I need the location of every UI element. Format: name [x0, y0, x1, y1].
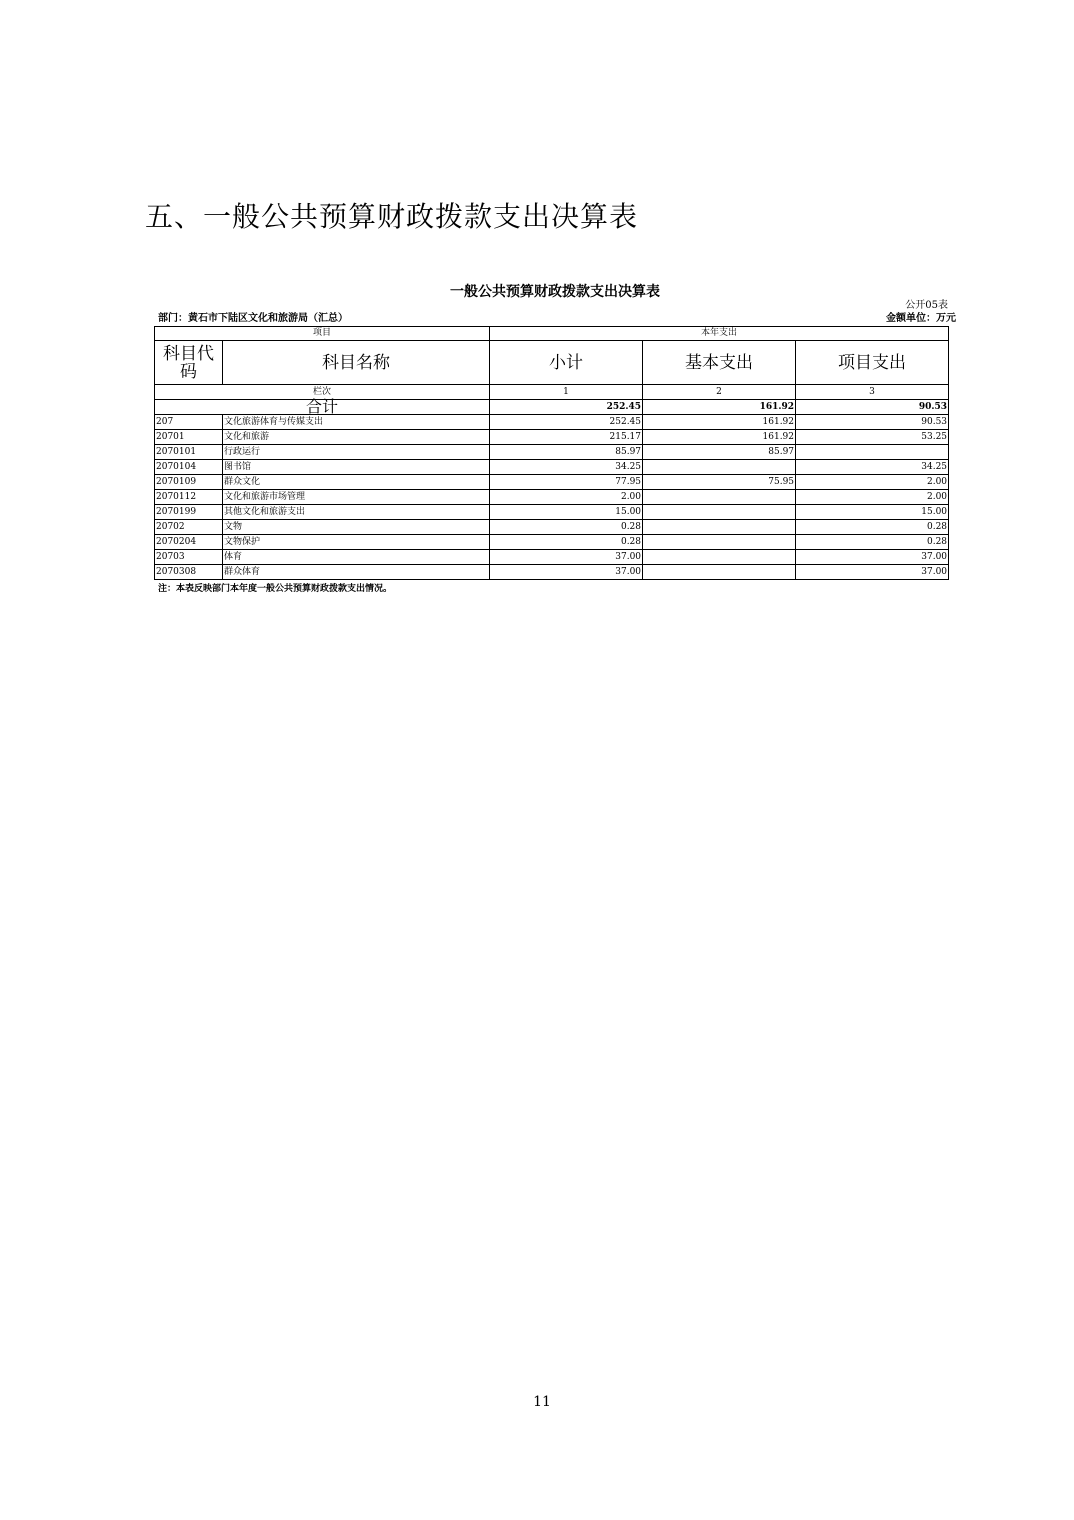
- table-row: [155, 550, 949, 565]
- row-subtotal: 34.25: [490, 460, 643, 475]
- row-basic: 161.92: [643, 415, 796, 430]
- header-project-expense: 项目支出: [796, 341, 949, 385]
- expense-table: [154, 326, 949, 580]
- row-project: 37.00: [796, 565, 949, 580]
- header-subtotal: 小计: [490, 341, 643, 385]
- row-subtotal: 77.95: [490, 475, 643, 490]
- table-row: [155, 520, 949, 535]
- row-project: 34.25: [796, 460, 949, 475]
- row-name: 文物: [223, 520, 490, 535]
- row-code: 207: [155, 415, 223, 430]
- row-basic: [643, 565, 796, 580]
- row-project: 2.00: [796, 490, 949, 505]
- row-basic: [643, 520, 796, 535]
- header-row-2: [155, 341, 949, 385]
- row-code: 20703: [155, 550, 223, 565]
- section-heading: 五、一般公共预算财政拨款支出决算表: [145, 200, 639, 233]
- row-project: 2.00: [796, 475, 949, 490]
- row-project: 53.25: [796, 430, 949, 445]
- row-name: 文化旅游体育与传媒支出: [223, 415, 490, 430]
- header-column-index: 栏次: [155, 385, 490, 400]
- total-label: 合计: [155, 400, 490, 415]
- row-code: 20701: [155, 430, 223, 445]
- row-project: 0.28: [796, 520, 949, 535]
- row-name: 体育: [223, 550, 490, 565]
- row-subtotal: 215.17: [490, 430, 643, 445]
- page-number: 11: [533, 1394, 551, 1410]
- row-name: 行政运行: [223, 445, 490, 460]
- department-label: 部门：黄石市下陆区文化和旅游局（汇总）: [158, 313, 348, 324]
- table-row: [155, 490, 949, 505]
- row-name: 群众文化: [223, 475, 490, 490]
- row-basic: [643, 505, 796, 520]
- row-basic: [643, 535, 796, 550]
- header-code: 科目代码: [155, 341, 223, 385]
- header-col1: 1: [490, 385, 643, 400]
- row-subtotal: 0.28: [490, 520, 643, 535]
- row-project: 90.53: [796, 415, 949, 430]
- header-basic: 基本支出: [643, 341, 796, 385]
- header-col2: 2: [643, 385, 796, 400]
- row-project: 0.28: [796, 535, 949, 550]
- table-row: [155, 460, 949, 475]
- table-row: [155, 430, 949, 445]
- table-row: [155, 505, 949, 520]
- table-row: [155, 535, 949, 550]
- row-name: 其他文化和旅游支出: [223, 505, 490, 520]
- unit-label: 金额单位：万元: [886, 313, 956, 324]
- row-code: 2070109: [155, 475, 223, 490]
- row-code: 2070199: [155, 505, 223, 520]
- row-basic: 75.95: [643, 475, 796, 490]
- row-project: 37.00: [796, 550, 949, 565]
- row-project: [796, 445, 949, 460]
- row-code: 2070308: [155, 565, 223, 580]
- row-basic: [643, 490, 796, 505]
- table-note: 注：本表反映部门本年度一般公共预算财政拨款支出情况。: [158, 584, 393, 594]
- table-row: [155, 475, 949, 490]
- row-code: 20702: [155, 520, 223, 535]
- row-project: 15.00: [796, 505, 949, 520]
- row-code: 2070112: [155, 490, 223, 505]
- header-project: 项目: [155, 327, 490, 341]
- table-row: [155, 415, 949, 430]
- row-subtotal: 15.00: [490, 505, 643, 520]
- header-name: 科目名称: [223, 341, 490, 385]
- row-name: 图书馆: [223, 460, 490, 475]
- row-subtotal: 0.28: [490, 535, 643, 550]
- total-project: 90.53: [796, 400, 949, 415]
- row-basic: [643, 460, 796, 475]
- row-name: 文化和旅游市场管理: [223, 490, 490, 505]
- row-code: 2070101: [155, 445, 223, 460]
- table-title: 一般公共预算财政拨款支出决算表: [450, 284, 660, 300]
- table-row: [155, 445, 949, 460]
- row-basic: 85.97: [643, 445, 796, 460]
- row-subtotal: 252.45: [490, 415, 643, 430]
- header-row-3: [155, 385, 949, 400]
- row-name: 群众体育: [223, 565, 490, 580]
- header-row-1: [155, 327, 949, 341]
- row-subtotal: 37.00: [490, 565, 643, 580]
- row-subtotal: 2.00: [490, 490, 643, 505]
- header-col3: 3: [796, 385, 949, 400]
- row-basic: [643, 550, 796, 565]
- total-basic: 161.92: [643, 400, 796, 415]
- table-row: [155, 565, 949, 580]
- total-subtotal: 252.45: [490, 400, 643, 415]
- form-number: 公开05表: [905, 300, 948, 311]
- row-subtotal: 37.00: [490, 550, 643, 565]
- row-code: 2070104: [155, 460, 223, 475]
- header-current-year-expense: 本年支出: [490, 327, 949, 341]
- row-code: 2070204: [155, 535, 223, 550]
- row-subtotal: 85.97: [490, 445, 643, 460]
- row-name: 文物保护: [223, 535, 490, 550]
- row-name: 文化和旅游: [223, 430, 490, 445]
- total-row: [155, 400, 949, 415]
- row-basic: 161.92: [643, 430, 796, 445]
